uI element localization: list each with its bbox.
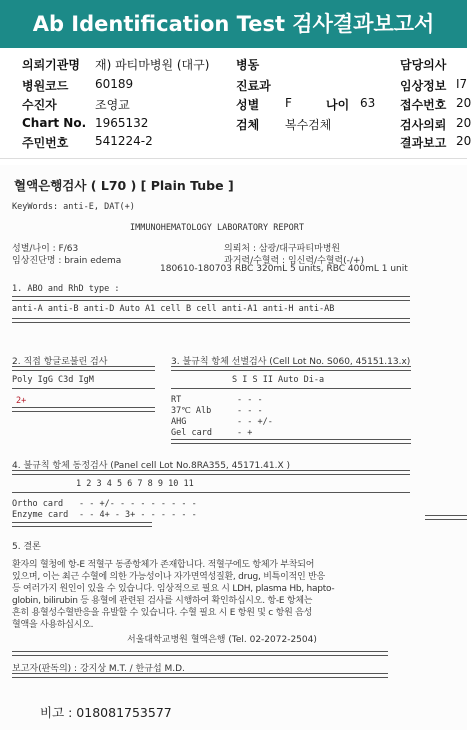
sex-age: 성별/나이 : F/63 xyxy=(12,244,79,254)
hospital-blood-bank: 서울대학교병원 혈액은행 (Tel. 02-2072-2504) xyxy=(127,635,317,645)
label-specimen: 검체 xyxy=(236,118,260,132)
screening-row-values: - - - xyxy=(237,406,263,416)
rule-double xyxy=(12,318,410,323)
rule-double xyxy=(171,439,411,444)
value-result-report: 20 xyxy=(456,134,471,148)
screening-row-label: Gel card xyxy=(171,428,212,438)
screening-row-label: RT xyxy=(171,395,182,405)
section3-title: 3. 불규칙 항체 선별검사 (Cell Lot No. S060, 45151.13.x) xyxy=(171,357,411,367)
screening-row-label: 37℃ Alb xyxy=(171,406,212,416)
label-result-report: 결과보고 xyxy=(400,136,447,150)
section4-title: 4. 불규칙 항체 동정검사 (Panel cell Lot No.8RA355, 45171.41.X ) xyxy=(12,461,290,471)
screening-row-values: - - - xyxy=(237,395,263,405)
section1-title: 1. ABO and RhD type : xyxy=(12,284,120,294)
value-hospital-code: 60189 xyxy=(95,77,134,91)
value-sex: F xyxy=(285,96,292,110)
remark: 비고 : 018081753577 xyxy=(40,705,172,720)
panel-cell-header: 1 2 3 4 5 6 7 8 9 10 11 xyxy=(76,479,194,489)
panel-row-label: Enzyme card xyxy=(12,510,69,520)
screening-row-label: AHG xyxy=(171,417,187,427)
value-patient: 조영교 xyxy=(95,98,130,112)
rule-double xyxy=(171,366,411,371)
lab-report-title: IMMUNOHEMATOLOGY LABORATORY REPORT xyxy=(130,223,304,233)
report-document xyxy=(0,165,467,730)
screening-row-values: - - +/- xyxy=(237,417,273,427)
rule-double xyxy=(425,515,467,520)
rule-double xyxy=(12,366,155,371)
reporter: 보고자(판독의) : 강지상 M.T. / 한규섭 M.D. xyxy=(12,664,185,674)
value-resident-no: 541224-2 xyxy=(95,134,153,148)
requester: 의뢰처 : 삼광/대구파티마병원 xyxy=(224,244,341,254)
transfusion-detail: 180610-180703 RBC 320mL 5 units, RBC 400mL 1 unit xyxy=(160,264,408,274)
conclusion-line: 있으며, 이는 최근 수혈에 의한 가능성이나 자가면역성질환, drug, 비특이적인 반응 xyxy=(12,572,325,582)
abo-rhd-header: anti-A anti-B anti-D Auto A1 cell B cell anti-A1 anti-H anti-AB xyxy=(12,304,335,314)
label-ward: 병동 xyxy=(236,58,260,72)
conclusion-line: 환자의 혈청에 항-E 적혈구 동종항체가 존재합니다. 적혈구에도 항체가 부착되어 xyxy=(12,560,315,570)
rule-double xyxy=(12,407,155,412)
screening-header: S I S II Auto Di-a xyxy=(232,375,325,385)
report-title-banner: Ab Identification Test 검사결과보고서 xyxy=(0,0,467,48)
section5-title: 5. 결론 xyxy=(12,542,41,552)
value-test-request: 20 xyxy=(456,116,471,130)
label-hospital-code: 병원코드 xyxy=(22,79,69,93)
label-attending: 담당의사 xyxy=(400,58,447,72)
label-receipt-no: 접수번호 xyxy=(400,98,447,112)
rule-double xyxy=(12,470,410,475)
label-institution: 의뢰기관명 xyxy=(22,58,80,72)
keywords: KeyWords: anti-E, DAT(+) xyxy=(12,202,135,212)
conclusion-line: 흔히 용혈성수혈반응을 유발할 수 있습니다. 수혈 필요 시 E 항원 및 c 항원 음성 xyxy=(12,608,313,618)
label-age: 나이 xyxy=(326,98,350,112)
rule-single xyxy=(12,388,155,389)
section2-title: 2. 직접 항글로불린 검사 xyxy=(12,357,108,367)
value-institution: 재) 파티마병원 (대구) xyxy=(95,58,210,72)
screening-row-values: - + xyxy=(237,428,253,438)
value-age: 63 xyxy=(360,96,376,110)
value-clinical-info: I7 xyxy=(456,77,468,91)
label-resident-no: 주민번호 xyxy=(22,136,69,150)
label-test-request: 검사의뢰 xyxy=(400,118,447,132)
rule-double xyxy=(12,522,152,527)
label-sex: 성별 xyxy=(236,98,260,112)
conclusion-line: globin, bilirubin 등 용혈에 관련된 검사를 시행하여 확인하십시오. 항-E 항체는 xyxy=(12,596,313,606)
value-specimen: 복수검체 xyxy=(285,118,332,132)
rule-single xyxy=(12,492,410,493)
label-clinical-info: 임상정보 xyxy=(400,79,447,93)
dat-header: Poly IgG C3d IgM xyxy=(12,375,94,385)
panel-row-values: - - +/- - - - - - - - - xyxy=(79,499,197,509)
rule-double xyxy=(12,651,388,656)
divider xyxy=(0,158,467,159)
rule-single xyxy=(171,388,411,389)
diagnosis: 임상진단명 : brain edema xyxy=(12,256,122,266)
transfusion-history: 과거력/수혈력 : 임신력/수혈력(-/+) xyxy=(224,256,364,266)
panel-row-values: - - 4+ - 3+ - - - - - - xyxy=(79,510,197,520)
rule-double xyxy=(12,296,410,301)
label-department: 진료과 xyxy=(236,79,271,93)
value-chart-no: 1965132 xyxy=(95,116,149,130)
dat-poly-value: 2+ xyxy=(16,396,27,406)
panel-row-label: Ortho card xyxy=(12,499,64,509)
value-receipt-no: 20 xyxy=(456,96,471,110)
label-patient: 수진자 xyxy=(22,98,57,112)
conclusion-line: 등 여러가지 원인이 있을 수 있습니다. 임상적으로 필요 시 LDH, plasma Hb, hapto- xyxy=(12,584,335,594)
conclusion-line: 혈액을 사용하십시오. xyxy=(12,620,94,630)
doc-title: 혈액은행검사 ( L70 ) [ Plain Tube ] xyxy=(14,178,234,193)
label-chart-no: Chart No. xyxy=(22,116,87,130)
rule-double xyxy=(12,673,388,678)
